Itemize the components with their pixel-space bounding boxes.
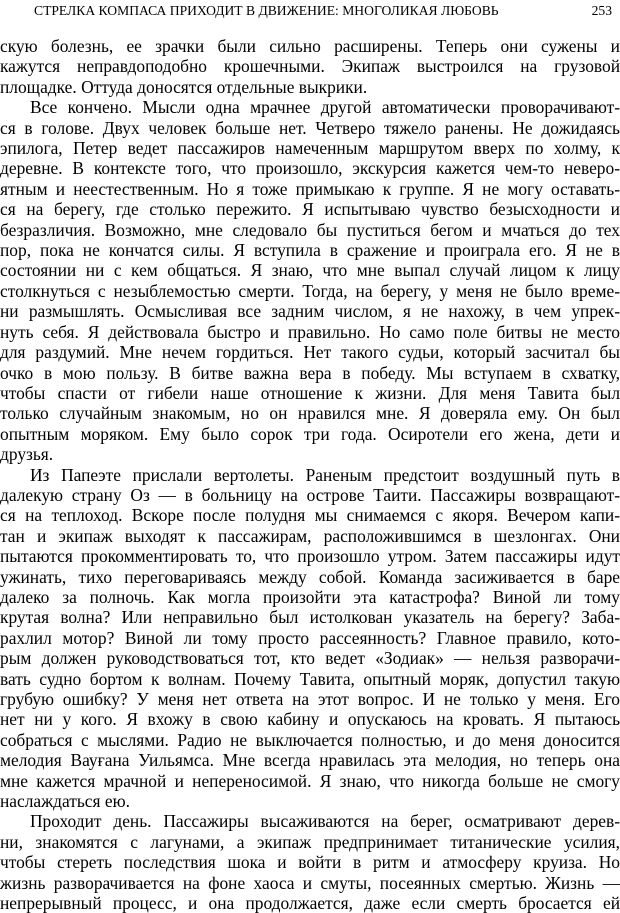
text-line: ся в голове. Двух человек больше нет. Четверо тяжело ранены. Не дожидаясь — [0, 117, 620, 138]
text-line: чтобы стереть последствия шока и войти в ритм и атмосферу круиза. Но — [0, 852, 620, 873]
text-line: далекую страну Оз — в больницу на острове Таити. Пассажиры возвращают- — [0, 484, 620, 505]
text-line: нуть себя. Я действовала быстро и правильно. Но само поле битвы не место — [0, 321, 620, 342]
text-line: тан и экипаж выходят к пассажирам, расположившимся в шезлонгах. Они — [0, 525, 620, 546]
text-line: грубую ошибку? У меня нет ответа на этот вопрос. И не только у меня. Его — [0, 689, 620, 709]
page-number: 253 — [591, 3, 612, 18]
text-line: вать судно бортом к волнам. Почему Тавита, опытный моряк, допустил такую — [0, 668, 620, 689]
text-line: пор, пока не кончатся силы. Я вступила в сражение и проиграла его. Я не в — [0, 240, 620, 261]
body-text — [0, 36, 620, 913]
text-line: рахлил мотор? Виной ли тому просто рассеянность? Главное правило, кото- — [0, 627, 620, 648]
text-line: эпилога, Петер ведет пассажиров намеченным маршрутом вверх по холму, к — [0, 138, 620, 159]
text-line: крутая волна? Или неправильно был истолкован указатель на берегу? Заба- — [0, 607, 620, 628]
text-line: непрерывный процесс, и она продолжается, даже если смерть бросается ей — [0, 893, 620, 913]
text-line: далеко за полночь. Как могла произойти эта катастрофа? Виной ли тому — [0, 586, 620, 607]
text-line: кажутся неправдоподобно крошечными. Экипаж выстроился на грузовой — [0, 56, 620, 77]
text-line: Все кончено. Мысли одна мрачнее другой автоматически проворачивают- — [30, 97, 620, 118]
text-line: ни размышлять. Осмысливая все задним числом, я не нахожу, в чем упрек- — [0, 301, 620, 322]
text-line: мелодия Вауғана Уильямса. Мне всегда нравилась эта мелодия, но теперь она — [0, 750, 620, 771]
text-line: столкнуться с незыблемостью смерти. Тогда, на берегу, у меня не было време- — [0, 280, 620, 301]
running-head: СТРЕЛКА КОМПАСА ПРИХОДИТ В ДВИЖЕНИЕ: МНОГОЛИКАЯ ЛЮБОВЬ — [34, 3, 499, 18]
text-line: собраться с мыслями. Радио не выключается полностью, и до меня доносится — [0, 729, 620, 750]
text-line: состоянии ни с кем общаться. Я знаю, что мне выпал случай лицом к лицу — [0, 260, 620, 281]
text-line: площадке. Оттуда доносятся отдельные выкрики. — [0, 76, 368, 97]
text-line: Из Папеэте прислали вертолеты. Раненым предстоит воздушный путь в — [30, 464, 620, 485]
text-line: ни, знакомятся с лагунами, а экипаж предпринимает титанические усилия, — [0, 831, 620, 852]
text-line: Проходит день. Пассажиры высаживаются на берег, осматривают дерев- — [30, 811, 620, 832]
text-line: пытаются прокомментировать то, что произошло утром. Затем пассажиры идут — [0, 546, 620, 567]
text-line: только случайным знакомым, но он нравился мне. Я доверяла ему. Он был — [0, 403, 620, 424]
text-line: ятным и неестественным. Но я тоже примыкаю к группе. Я не могу оставать- — [0, 178, 620, 199]
text-line: безразличия. Возможно, мне следовало бы пуститься бегом и мчаться до тех — [0, 219, 620, 240]
text-line: друзья. — [0, 444, 54, 465]
text-line: деревне. В контексте того, что произошло, экскурсия кажется чем-то неверо- — [0, 158, 620, 179]
text-line: рым должен руководствоваться тот, кто ведет «Зодиак» — нельзя разворачи- — [0, 648, 620, 669]
text-line: ужинать, тихо переговариваясь между собой. Команда засиживается в баре — [0, 566, 620, 587]
text-line: очко в мою пользу. В битве важна вера в победу. Мы вступаем в схватку, — [0, 362, 620, 383]
text-line: для раздумий. Мне нечем гордиться. Нет такого судьи, который засчитал бы — [0, 342, 620, 363]
text-line: ся на берегу, где столько пережито. Я испытываю чувство безысходности и — [0, 199, 620, 220]
text-line: нет ни у кого. Я вхожу в свою кабину и опускаюсь на кровать. Я пытаюсь — [0, 709, 620, 730]
text-line: наслаждаться ею. — [0, 791, 130, 812]
text-line: жизнь разворачивается на фоне хаоса и смуты, посеянных смертью. Жизнь — — [0, 872, 620, 893]
text-line: чтобы спасти от гибели наше отношение к жизни. Для меня Тавита был — [0, 382, 620, 403]
text-line: ся на теплоход. Вскоре после полудня мы снимаемся с якоря. Вечером капи- — [0, 505, 620, 526]
text-line: опытным моряком. Ему было сорок три года. Осиротели его жена, дети и — [0, 423, 620, 444]
page-header — [4, 0, 616, 22]
text-line: скую болезнь, ее зрачки были сильно расширены. Теперь они сужены и — [0, 36, 620, 56]
text-line: мне кажется мрачной и непереносимой. Я знаю, что никогда больше не смогу — [0, 770, 620, 791]
